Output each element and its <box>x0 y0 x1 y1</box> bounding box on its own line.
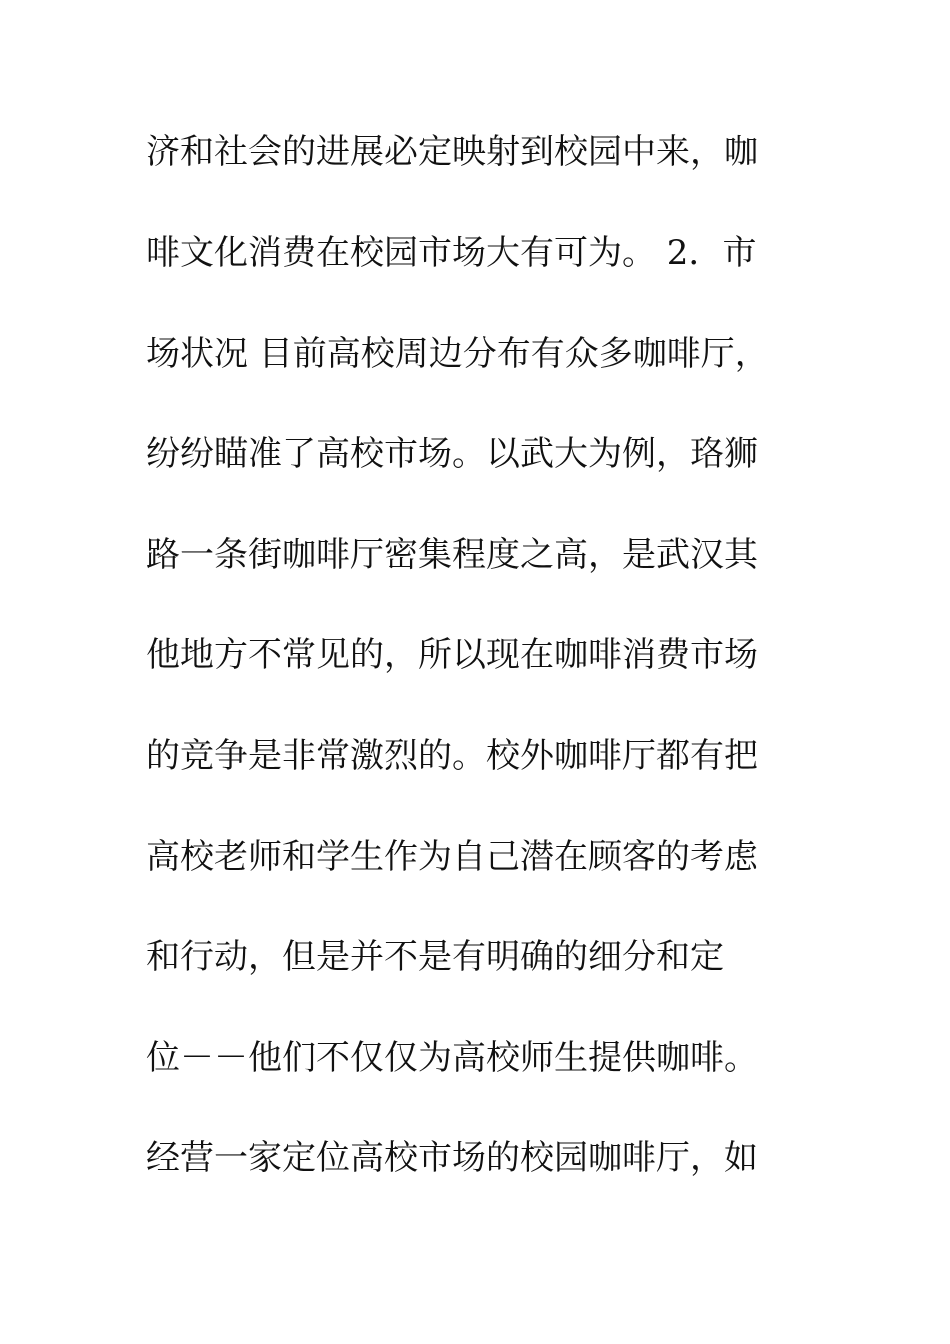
text-line: 啡文化消费在校园市场大有可为。 2．市 <box>146 233 757 273</box>
text-line: 纷纷瞄准了高校市场。以武大为例，珞狮 <box>146 434 758 474</box>
text-line: 位－－他们不仅仅为高校师生提供咖啡。 <box>146 1038 758 1078</box>
text-line: 和行动，但是并不是有明确的细分和定 <box>146 937 724 977</box>
text-line: 场状况 目前高校周边分布有众多咖啡厅， <box>146 334 769 374</box>
text-line: 的竞争是非常激烈的。校外咖啡厅都有把 <box>146 736 758 776</box>
text-line: 路一条街咖啡厅密集程度之高，是武汉其 <box>146 535 758 575</box>
text-line: 他地方不常见的，所以现在咖啡消费市场 <box>146 635 758 675</box>
text-line: 济和社会的进展必定映射到校园中来，咖 <box>146 132 758 172</box>
text-line: 高校老师和学生作为自己潜在顾客的考虑 <box>146 837 758 877</box>
text-line: 经营一家定位高校市场的校园咖啡厅，如 <box>146 1138 758 1178</box>
